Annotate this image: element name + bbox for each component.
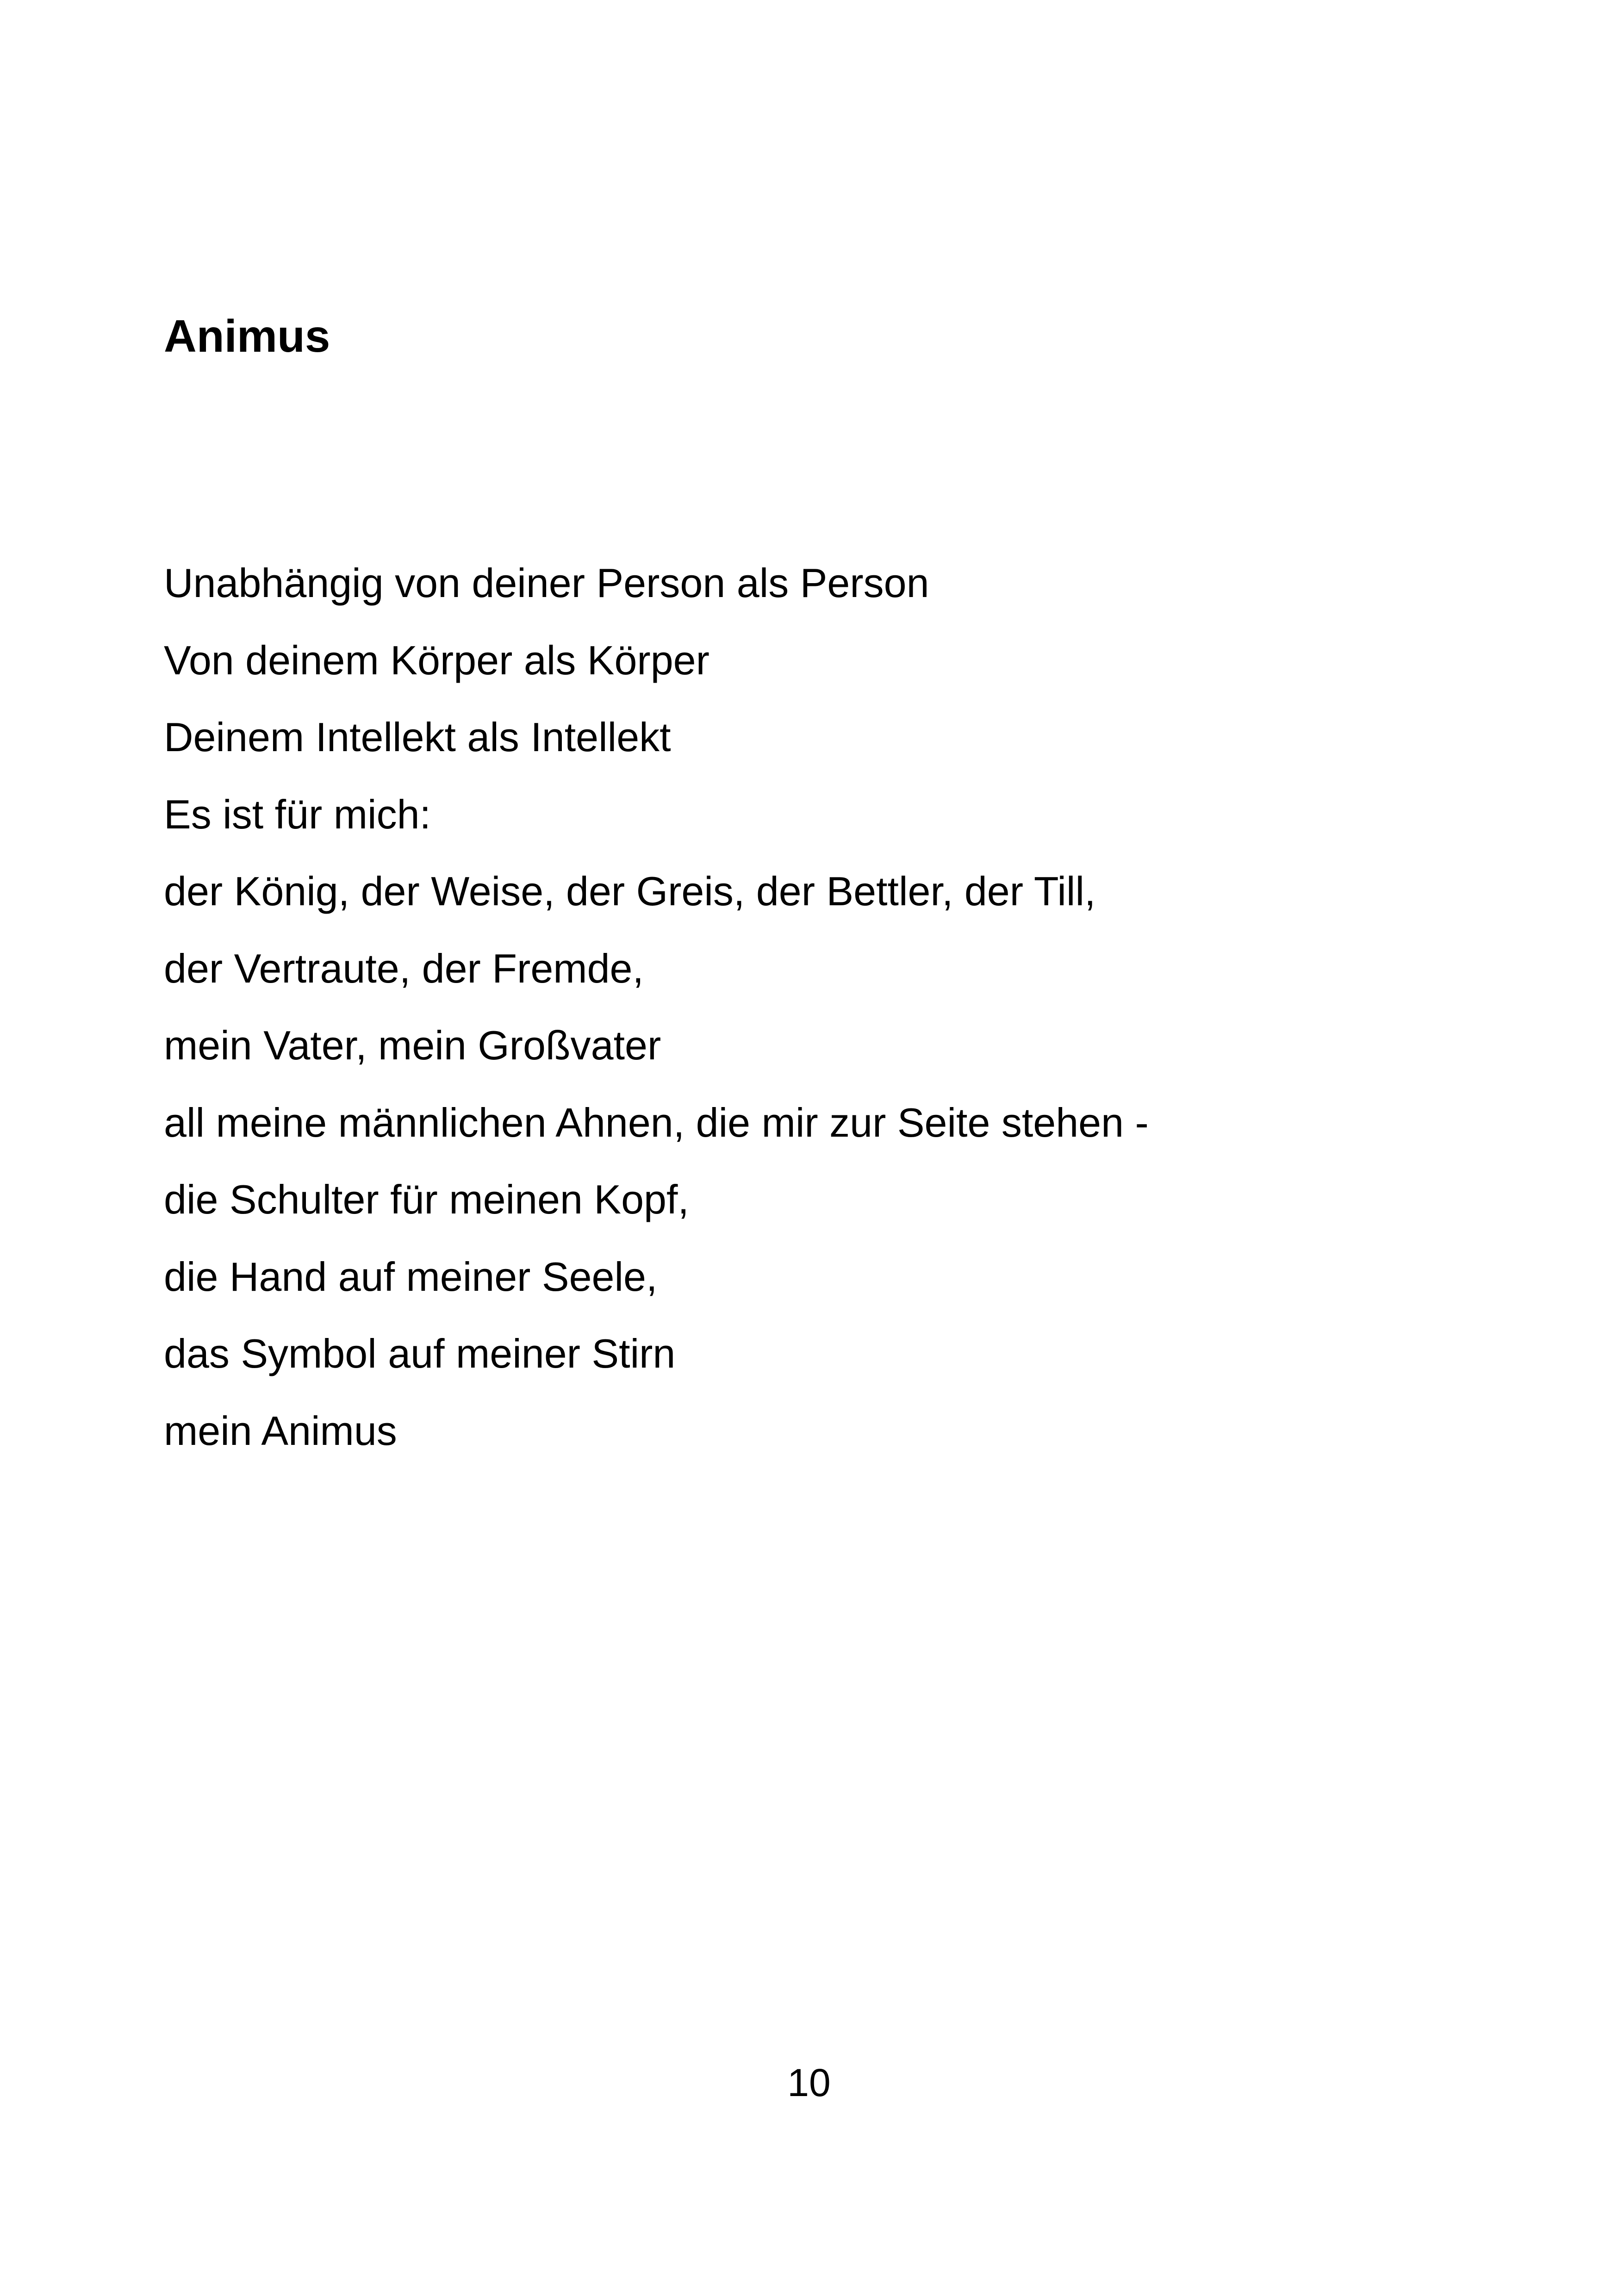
- poem-line: Von deinem Körper als Körper: [164, 637, 709, 683]
- poem-body: [164, 545, 1149, 1469]
- poem-line: mein Vater, mein Großvater: [164, 1022, 661, 1068]
- poem-line: die Hand auf meiner Seele,: [164, 1253, 658, 1300]
- poem-line: Es ist für mich:: [164, 791, 431, 837]
- poem-line: mein Animus: [164, 1407, 397, 1454]
- poem-title: Animus: [164, 311, 330, 361]
- poem-line: das Symbol auf meiner Stirn: [164, 1331, 676, 1376]
- poem-line: Deinem Intellekt als Intellekt: [164, 714, 671, 760]
- poem-line: der Vertraute, der Fremde,: [164, 945, 644, 991]
- poem-line: all meine männlichen Ahnen, die mir zur Seite stehen -: [164, 1099, 1149, 1145]
- poem-line: die Schulter für meinen Kopf,: [164, 1176, 689, 1222]
- page-number: 10: [787, 2061, 831, 2104]
- poem-line: Unabhängig von deiner Person als Person: [164, 560, 929, 606]
- poem-line: der König, der Weise, der Greis, der Bettler, der Till,: [164, 868, 1096, 914]
